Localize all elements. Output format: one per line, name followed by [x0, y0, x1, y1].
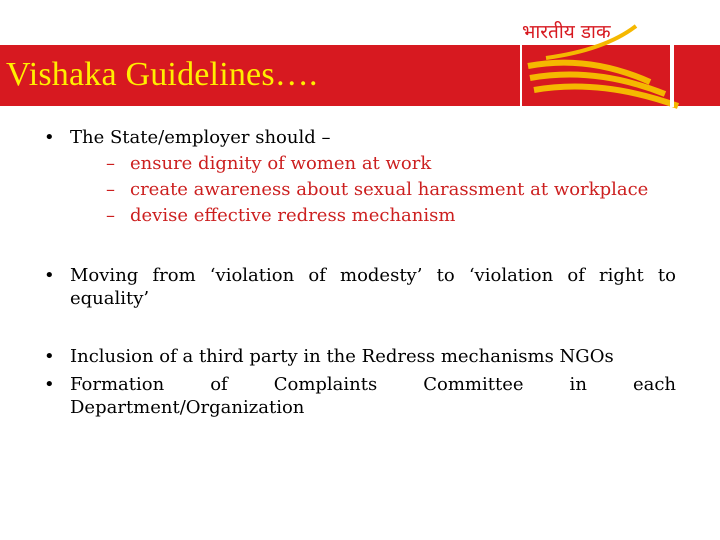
- slide-content: [44, 126, 676, 419]
- sub-item-text: devise effective redress mechanism: [130, 205, 456, 226]
- sub-item-text: ensure dignity of women at work: [130, 153, 432, 174]
- sub-item: [70, 152, 676, 175]
- dash-glyph: –: [106, 205, 115, 226]
- bullet-list: [44, 126, 676, 419]
- slide-title: Vishaka Guidelines….: [6, 56, 318, 93]
- bullet-item: [44, 373, 676, 419]
- logo-text: भारतीय डाक: [522, 21, 611, 43]
- bullet-glyph: •: [44, 374, 55, 395]
- bullet-glyph: •: [44, 346, 55, 367]
- bullet-text: Inclusion of a third party in the Redress mechanisms NGOs: [70, 346, 614, 367]
- bullet-glyph: •: [44, 127, 55, 148]
- dash-glyph: –: [106, 179, 115, 200]
- bullet-glyph: •: [44, 265, 55, 286]
- bullet-text: The State/employer should –: [70, 127, 331, 148]
- dash-glyph: –: [106, 153, 115, 174]
- bullet-item: [44, 126, 676, 227]
- sub-item: [70, 204, 676, 227]
- sub-list: [70, 152, 676, 227]
- sub-item-text: create awareness about sexual harassment at workplace: [130, 179, 649, 200]
- sub-item: [70, 178, 676, 201]
- india-post-logo: [450, 0, 720, 110]
- bullet-text: Formation of Complaints Committee in each Department/Organization: [70, 374, 676, 418]
- bullet-item: [44, 345, 676, 368]
- bullet-item: [44, 264, 676, 310]
- bullet-text: Moving from ‘violation of modesty’ to ‘violation of right to equality’: [70, 265, 676, 309]
